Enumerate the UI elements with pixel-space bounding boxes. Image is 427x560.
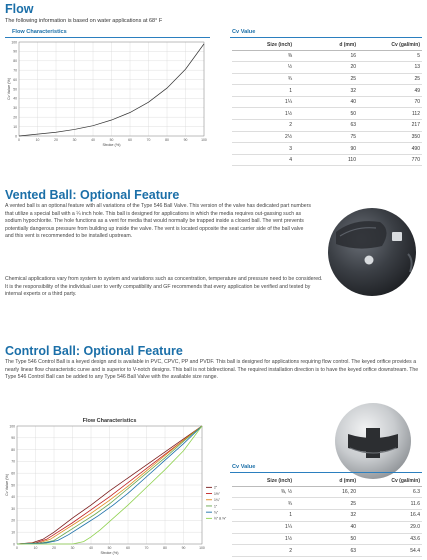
control-cv-table xyxy=(232,476,422,557)
control-paragraph: The Type 546 Control Ball is a keyed design and is available in PVC, CPVC, PP and PVDF. This ball is designed for applications requiring flow control. The keyed orifice provides a nearly linear flow characteristic curve and is superior to V-notch designs. This ball is not bidirectional. The required installation direction is to have the keyed orifice downstream. The Type 546 Control Ball can be added to any Type 546 Ball Valve with the available size range. xyxy=(5,359,419,381)
x-axis-label: Stroke (%) xyxy=(100,551,119,555)
y-tick-label: 10 xyxy=(11,530,15,535)
y-tick-label: 70 xyxy=(11,459,15,464)
table-row xyxy=(232,533,422,545)
x-tick-label: 30 xyxy=(72,138,77,142)
cell-cv: 13 xyxy=(358,62,422,74)
x-tick-label: 10 xyxy=(35,138,40,142)
legend-label: ½" & ⅜" xyxy=(214,516,227,521)
table-row xyxy=(232,521,422,533)
table-row xyxy=(232,154,422,166)
y-tick-label: 20 xyxy=(13,115,17,120)
x-tick-label: 30 xyxy=(70,546,75,550)
y-tick-label: 50 xyxy=(13,87,17,92)
legend-label: 1½" xyxy=(214,491,220,496)
legend-label: 1" xyxy=(214,504,218,509)
cell-size: 2½ xyxy=(232,131,294,143)
y-tick-label: 80 xyxy=(13,59,17,64)
cell-cv: 43.6 xyxy=(358,533,422,545)
cell-size: 1½ xyxy=(232,108,294,120)
y-tick-label: 0 xyxy=(15,134,17,139)
x-tick-label: 10 xyxy=(33,546,38,550)
y-tick-label: 40 xyxy=(13,96,17,101)
legend-label: 2" xyxy=(214,485,218,490)
y-tick-label: 10 xyxy=(13,124,17,129)
cell-d: 25 xyxy=(294,73,358,85)
cell-cv: 6.3 xyxy=(358,486,422,498)
y-tick-label: 100 xyxy=(11,40,17,45)
flow-chart-label: Flow Characteristics xyxy=(12,29,67,35)
cell-cv: 490 xyxy=(358,143,422,155)
table-row xyxy=(232,120,422,132)
cell-size: 1 xyxy=(232,510,294,522)
y-tick-label: 90 xyxy=(13,49,17,54)
x-tick-label: 40 xyxy=(89,546,93,550)
cell-size: 2 xyxy=(232,545,294,557)
flow-cv-label: Cv Value xyxy=(232,29,256,35)
y-tick-label: 30 xyxy=(13,106,17,111)
cell-cv: 350 xyxy=(358,131,422,143)
cell-d: 50 xyxy=(294,108,358,120)
cell-size: 3 xyxy=(232,143,294,155)
y-tick-label: 60 xyxy=(11,471,15,476)
cell-size: 2 xyxy=(232,120,294,132)
y-tick-label: 30 xyxy=(11,506,15,511)
table-row xyxy=(232,486,422,498)
x-tick-label: 80 xyxy=(165,138,169,142)
flow-cv-table xyxy=(232,40,422,166)
vented-ball-image xyxy=(322,200,422,300)
cell-size: 1¼ xyxy=(232,521,294,533)
y-tick-label: 0 xyxy=(13,542,15,547)
cell-cv: 25 xyxy=(358,73,422,85)
header-size: Size (inch) xyxy=(232,476,294,486)
cell-d: 63 xyxy=(294,120,358,132)
control-cv-rule xyxy=(230,472,422,473)
x-tick-label: 70 xyxy=(146,138,151,142)
flow-intro: The following information is based on water applications at 68° F xyxy=(5,18,163,24)
y-tick-label: 20 xyxy=(11,518,15,523)
y-tick-label: 90 xyxy=(11,436,15,441)
cell-d: 40 xyxy=(294,521,358,533)
table-row xyxy=(232,545,422,557)
cell-cv: 16.4 xyxy=(358,510,422,522)
table-row xyxy=(232,510,422,522)
x-tick-label: 20 xyxy=(52,546,56,550)
table-row xyxy=(232,108,422,120)
y-tick-label: 80 xyxy=(11,447,15,452)
y-tick-label: 70 xyxy=(13,68,17,73)
flow-cv-rule xyxy=(230,37,422,38)
cell-size: ¾ xyxy=(232,498,294,510)
x-tick-label: 100 xyxy=(199,546,205,550)
cell-cv: 70 xyxy=(358,96,422,108)
cell-cv: 29.0 xyxy=(358,521,422,533)
cell-d: 75 xyxy=(294,131,358,143)
x-tick-label: 40 xyxy=(91,138,95,142)
cell-d: 90 xyxy=(294,143,358,155)
cell-cv: 5 xyxy=(358,50,422,62)
table-row xyxy=(232,62,422,74)
x-tick-label: 90 xyxy=(183,138,188,142)
y-axis-label: Cv Value (%) xyxy=(7,77,11,101)
table-row xyxy=(232,143,422,155)
cell-size: 1½ xyxy=(232,533,294,545)
cell-cv: 770 xyxy=(358,154,422,166)
table-row xyxy=(232,73,422,85)
cell-d: 25 xyxy=(294,498,358,510)
flow-title: Flow xyxy=(5,2,34,16)
cell-d: 50 xyxy=(294,533,358,545)
x-tick-label: 60 xyxy=(128,138,132,142)
cell-cv: 112 xyxy=(358,108,422,120)
header-size: Size (inch) xyxy=(232,40,294,50)
cell-size: 1 xyxy=(232,85,294,97)
x-tick-label: 0 xyxy=(16,546,18,550)
y-tick-label: 100 xyxy=(9,424,15,429)
header-cv: Cv (gal/min) xyxy=(358,476,422,486)
flow-chart xyxy=(5,38,210,148)
cell-size: 4 xyxy=(232,154,294,166)
cell-size: ⅜, ½ xyxy=(232,486,294,498)
table-row xyxy=(232,85,422,97)
table-header-row xyxy=(232,40,422,50)
legend-label: ¾" xyxy=(214,510,219,515)
header-cv: Cv (gal/min) xyxy=(358,40,422,50)
control-flow-chart xyxy=(5,410,227,558)
cell-d: 32 xyxy=(294,85,358,97)
cell-d: 16 xyxy=(294,50,358,62)
y-tick-label: 40 xyxy=(11,495,15,500)
x-tick-label: 90 xyxy=(181,546,186,550)
x-tick-label: 20 xyxy=(54,138,58,142)
vented-paragraph-1: A vented ball is an optional feature with all variations of the Type 546 Ball Valve. This version of the valve has dedicated part numbers that utilize a special ball with a ¼ inch hole. This ball is designed for applications in which the media requires out-gassing such as sodium hypochlorite. The hole functions as a vent for media that would normally be trapped inside a closed ball. The vent prevents potentially dangerous pressure from building up inside the valve. The vent is located opposite the seat carrier side of the ball valve and this vent is recommended to be installed upstream. xyxy=(5,203,311,240)
x-tick-label: 80 xyxy=(163,546,167,550)
table-row xyxy=(232,50,422,62)
y-tick-label: 60 xyxy=(13,77,17,82)
cell-d: 110 xyxy=(294,154,358,166)
x-tick-label: 0 xyxy=(18,138,20,142)
table-row xyxy=(232,96,422,108)
legend-label: 1¼" xyxy=(214,498,220,503)
table-row xyxy=(232,498,422,510)
header-d: d (mm) xyxy=(294,40,358,50)
cell-d: 16, 20 xyxy=(294,486,358,498)
cell-size: ½ xyxy=(232,62,294,74)
chart-title: Flow Characteristics xyxy=(82,418,137,424)
x-tick-label: 70 xyxy=(144,546,149,550)
x-tick-label: 50 xyxy=(109,138,114,142)
cell-d: 32 xyxy=(294,510,358,522)
vented-paragraph-2: Chemical applications vary from system to system and variations such as concentration, temperature and pressure need to be considered. It is the responsibility of the individual user to verify compatibility and GF recommends that every application be verified and tested by internal experts or a third party. xyxy=(5,276,323,298)
y-tick-label: 50 xyxy=(11,483,15,488)
cell-size: ¾ xyxy=(232,73,294,85)
cell-cv: 49 xyxy=(358,85,422,97)
table-header-row xyxy=(232,476,422,486)
y-axis-label: Cv Value (%) xyxy=(5,473,9,497)
cell-cv: 54.4 xyxy=(358,545,422,557)
cell-d: 40 xyxy=(294,96,358,108)
x-tick-label: 100 xyxy=(201,138,207,142)
x-tick-label: 60 xyxy=(126,546,130,550)
cell-size: ⅜ xyxy=(232,50,294,62)
header-d: d (mm) xyxy=(294,476,358,486)
control-cv-label: Cv Value xyxy=(232,464,256,470)
control-title: Control Ball: Optional Feature xyxy=(5,344,183,358)
cell-cv: 11.6 xyxy=(358,498,422,510)
cell-d: 63 xyxy=(294,545,358,557)
x-axis-label: Stroke (%) xyxy=(102,143,121,147)
cell-cv: 217 xyxy=(358,120,422,132)
vented-title: Vented Ball: Optional Feature xyxy=(5,188,180,202)
x-tick-label: 50 xyxy=(107,546,112,550)
table-row xyxy=(232,131,422,143)
cell-d: 20 xyxy=(294,62,358,74)
cell-size: 1¼ xyxy=(232,96,294,108)
